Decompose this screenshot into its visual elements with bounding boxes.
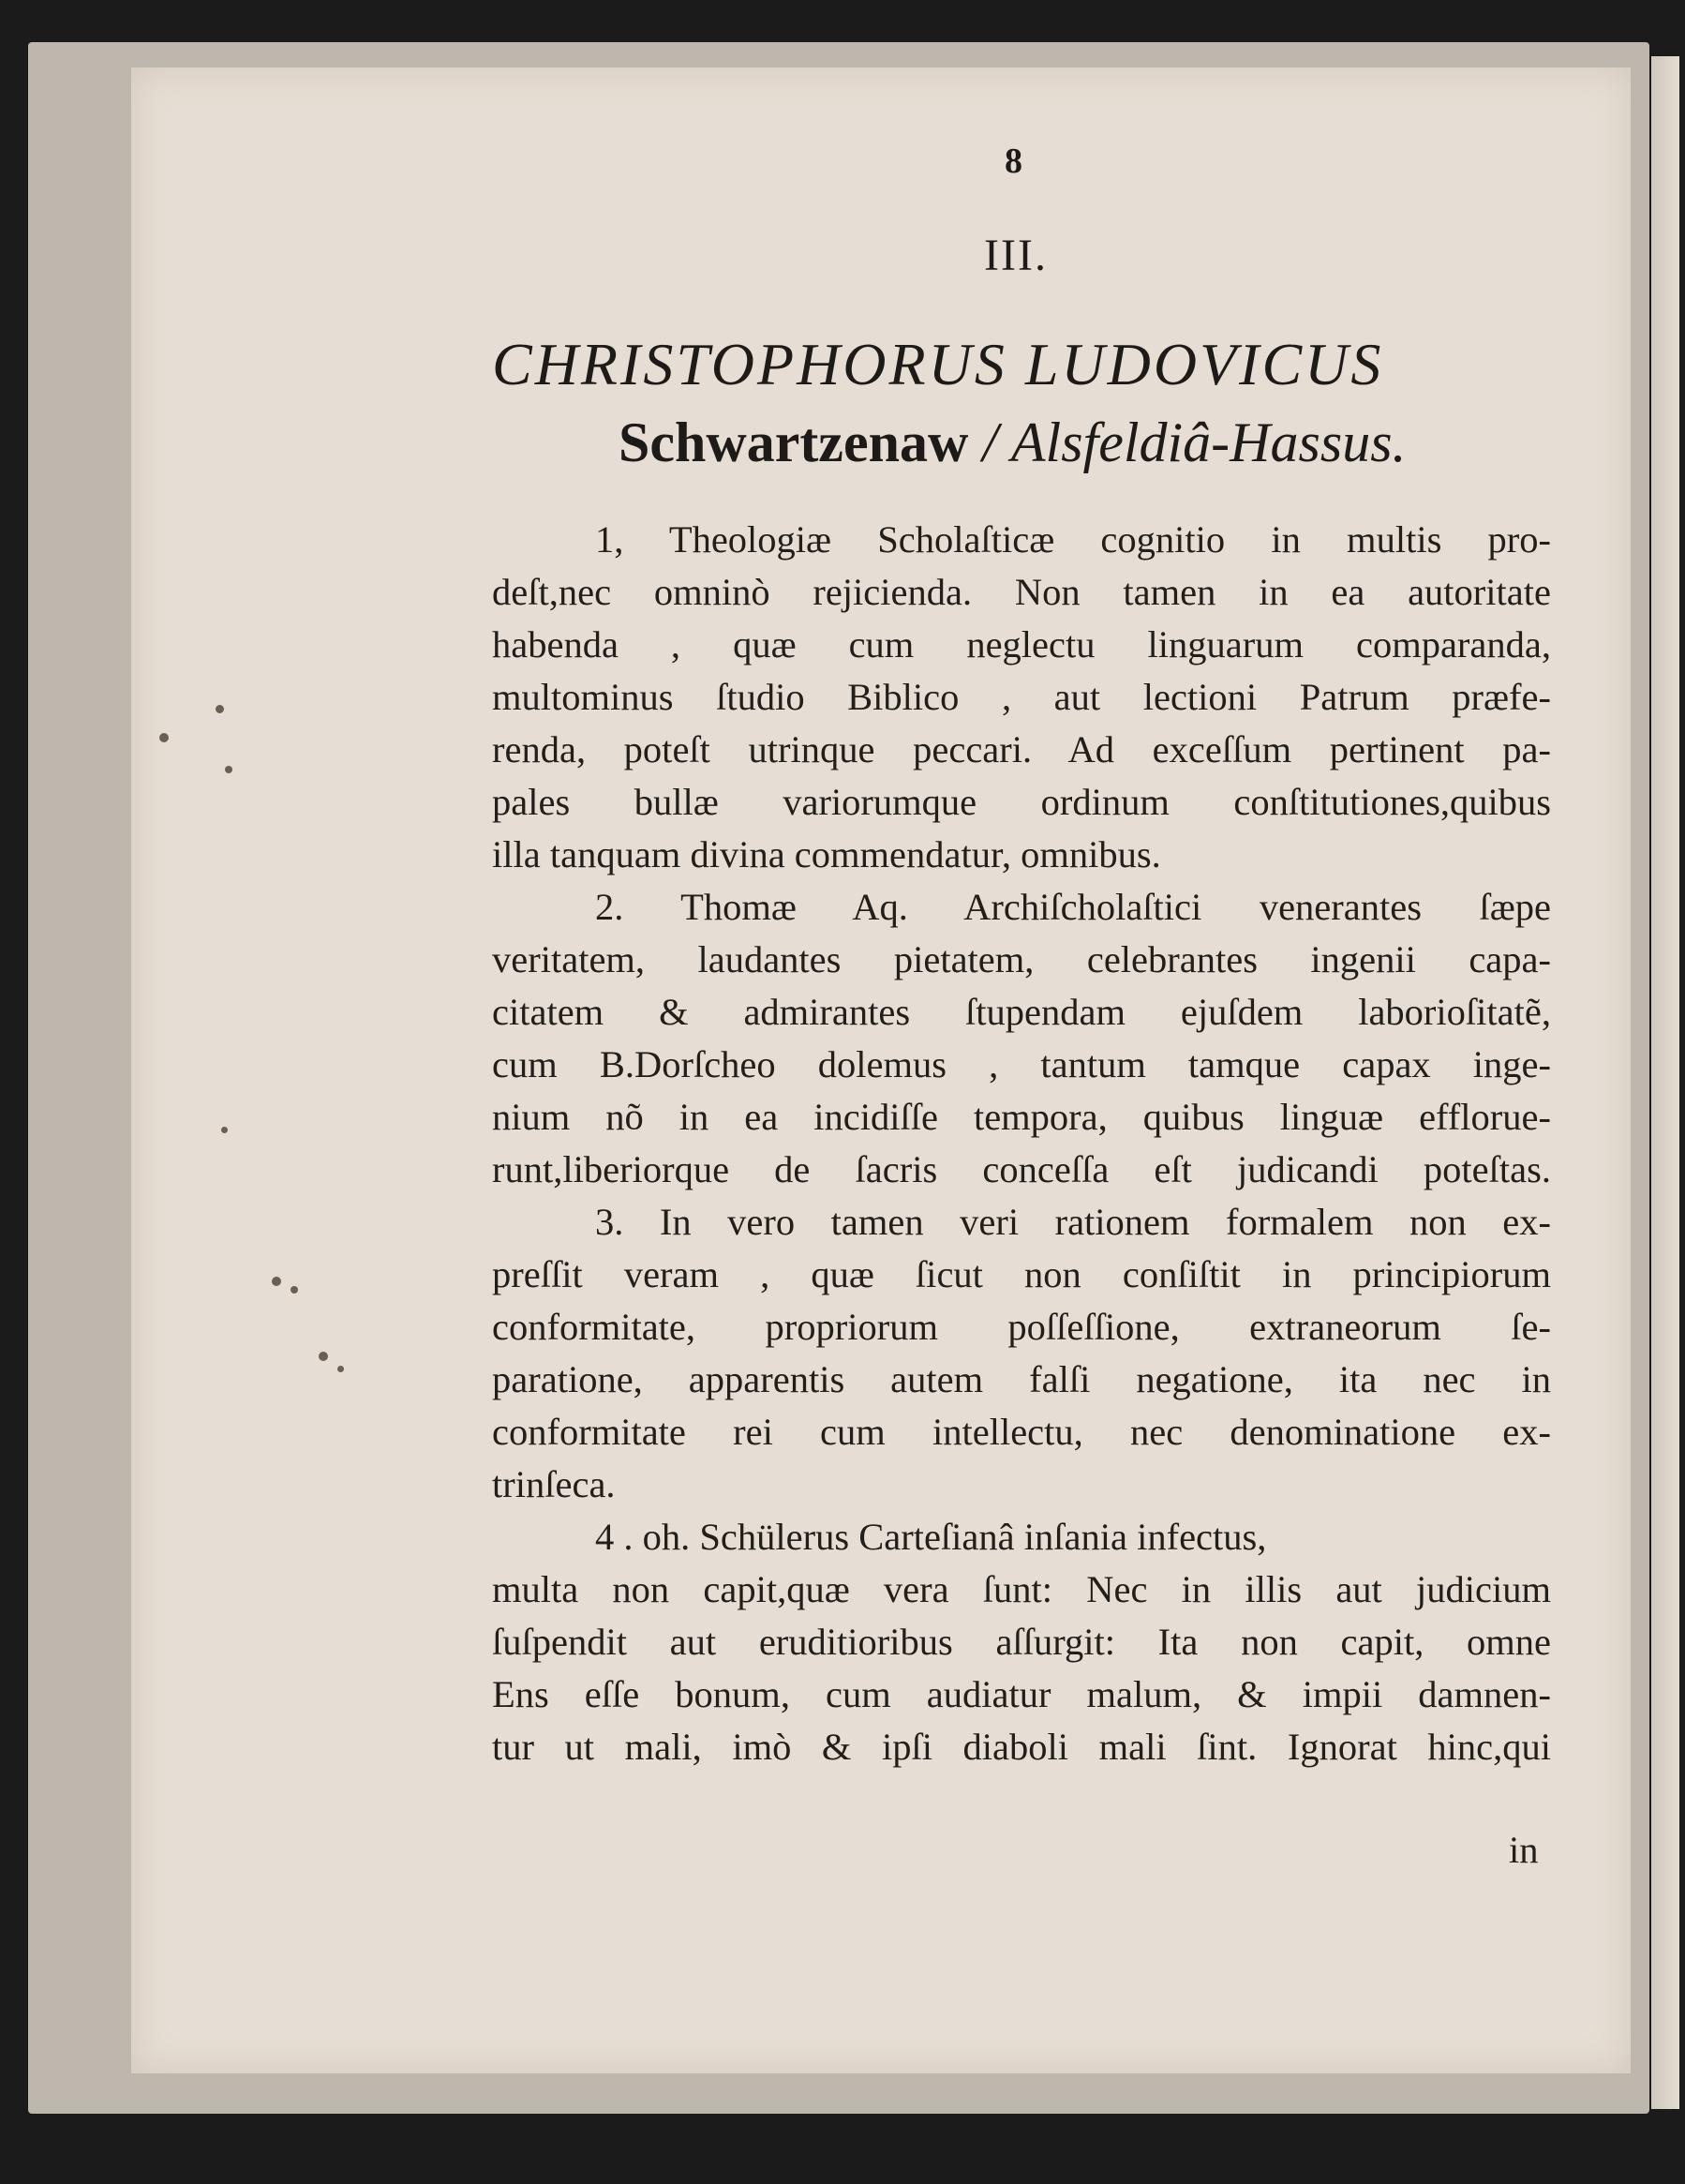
text-line: illa tanquam divina commendatur, omnibus. bbox=[492, 833, 1161, 875]
text-line: deſt,nec omninò rejicienda. Non tamen in ea autoritate bbox=[492, 571, 1551, 613]
foxing-spot bbox=[272, 1277, 281, 1286]
foxing-spot bbox=[221, 1127, 228, 1133]
text-line: tur ut mali, imò & ipſi diaboli mali ſint. Ignorat hinc,qui bbox=[492, 1726, 1551, 1768]
text-line: 4 . oh. Schülerus Carteſianâ inſania infectus, bbox=[595, 1516, 1267, 1558]
text-line: citatem & admirantes ſtupendam ejuſdem laborioſitatẽ, bbox=[492, 991, 1551, 1033]
text-line: 2. Thomæ Aq. Archiſcholaſtici venerantes ſæpe bbox=[595, 886, 1551, 928]
text-line: runt,liberiorque de ſacris conceſſa eſt judicandi poteſtas. bbox=[492, 1148, 1551, 1190]
foxing-spot bbox=[337, 1366, 344, 1372]
author-origin-latin: Alsfeldiâ-Hassus. bbox=[1010, 411, 1407, 473]
foxing-spot bbox=[159, 733, 169, 742]
thesis-body-text bbox=[492, 514, 1551, 1773]
section-number: III. bbox=[984, 231, 1048, 280]
text-line: veritatem, laudantes pietatem, celebrantes ingenii capa- bbox=[492, 938, 1551, 980]
foxing-spot bbox=[291, 1286, 298, 1294]
text-line: paratione, apparentis autem falſi negatione, ita nec in bbox=[492, 1358, 1551, 1400]
foxing-spot bbox=[319, 1352, 328, 1361]
text-line: Ens eſſe bonum, cum audiatur malum, & impii damnen- bbox=[492, 1673, 1551, 1715]
page-number: 8 bbox=[1005, 142, 1022, 181]
author-name-heading: CHRISTOPHORUS LUDOVICUS bbox=[492, 331, 1384, 397]
facing-page-edge bbox=[1651, 56, 1679, 2109]
author-origin-heading bbox=[619, 411, 1407, 475]
text-line: renda, poteſt utrinque peccari. Ad exceſſum pertinent pa- bbox=[492, 728, 1551, 770]
text-line: conformitate, propriorum poſſeſſione, extraneorum ſe- bbox=[492, 1306, 1551, 1348]
author-origin-separator: / bbox=[968, 411, 1011, 473]
text-line: nium nõ in ea incidiſſe tempora, quibus linguæ efflorue- bbox=[492, 1096, 1551, 1138]
text-line: preſſit veram , quæ ſicut non conſiſtit in principiorum bbox=[492, 1253, 1551, 1295]
author-origin-vernacular: Schwartzenaw bbox=[619, 411, 969, 473]
catchword: in bbox=[1509, 1829, 1539, 1871]
text-line: conformitate rei cum intellectu, nec denominatione ex- bbox=[492, 1411, 1551, 1453]
text-line: multominus ſtudio Biblico , aut lectioni Patrum præfe- bbox=[492, 676, 1551, 718]
foxing-spot bbox=[216, 705, 224, 713]
text-line: habenda , quæ cum neglectu linguarum comparanda, bbox=[492, 623, 1551, 666]
text-line: trinſeca. bbox=[492, 1463, 616, 1505]
text-line: cum B.Dorſcheo dolemus , tantum tamque capax inge- bbox=[492, 1043, 1551, 1085]
text-line: multa non capit,quæ vera ſunt: Nec in illis aut judicium bbox=[492, 1568, 1551, 1610]
text-line: 3. In vero tamen veri rationem formalem non ex- bbox=[595, 1201, 1551, 1243]
text-line: pales bullæ variorumque ordinum conſtitutiones,quibus bbox=[492, 781, 1551, 823]
text-line: ſuſpendit aut eruditioribus aſſurgit: Ita non capit, omne bbox=[492, 1621, 1551, 1663]
foxing-spot bbox=[225, 766, 232, 773]
text-line: 1, Theologiæ Scholaſticæ cognitio in multis pro- bbox=[595, 518, 1551, 561]
